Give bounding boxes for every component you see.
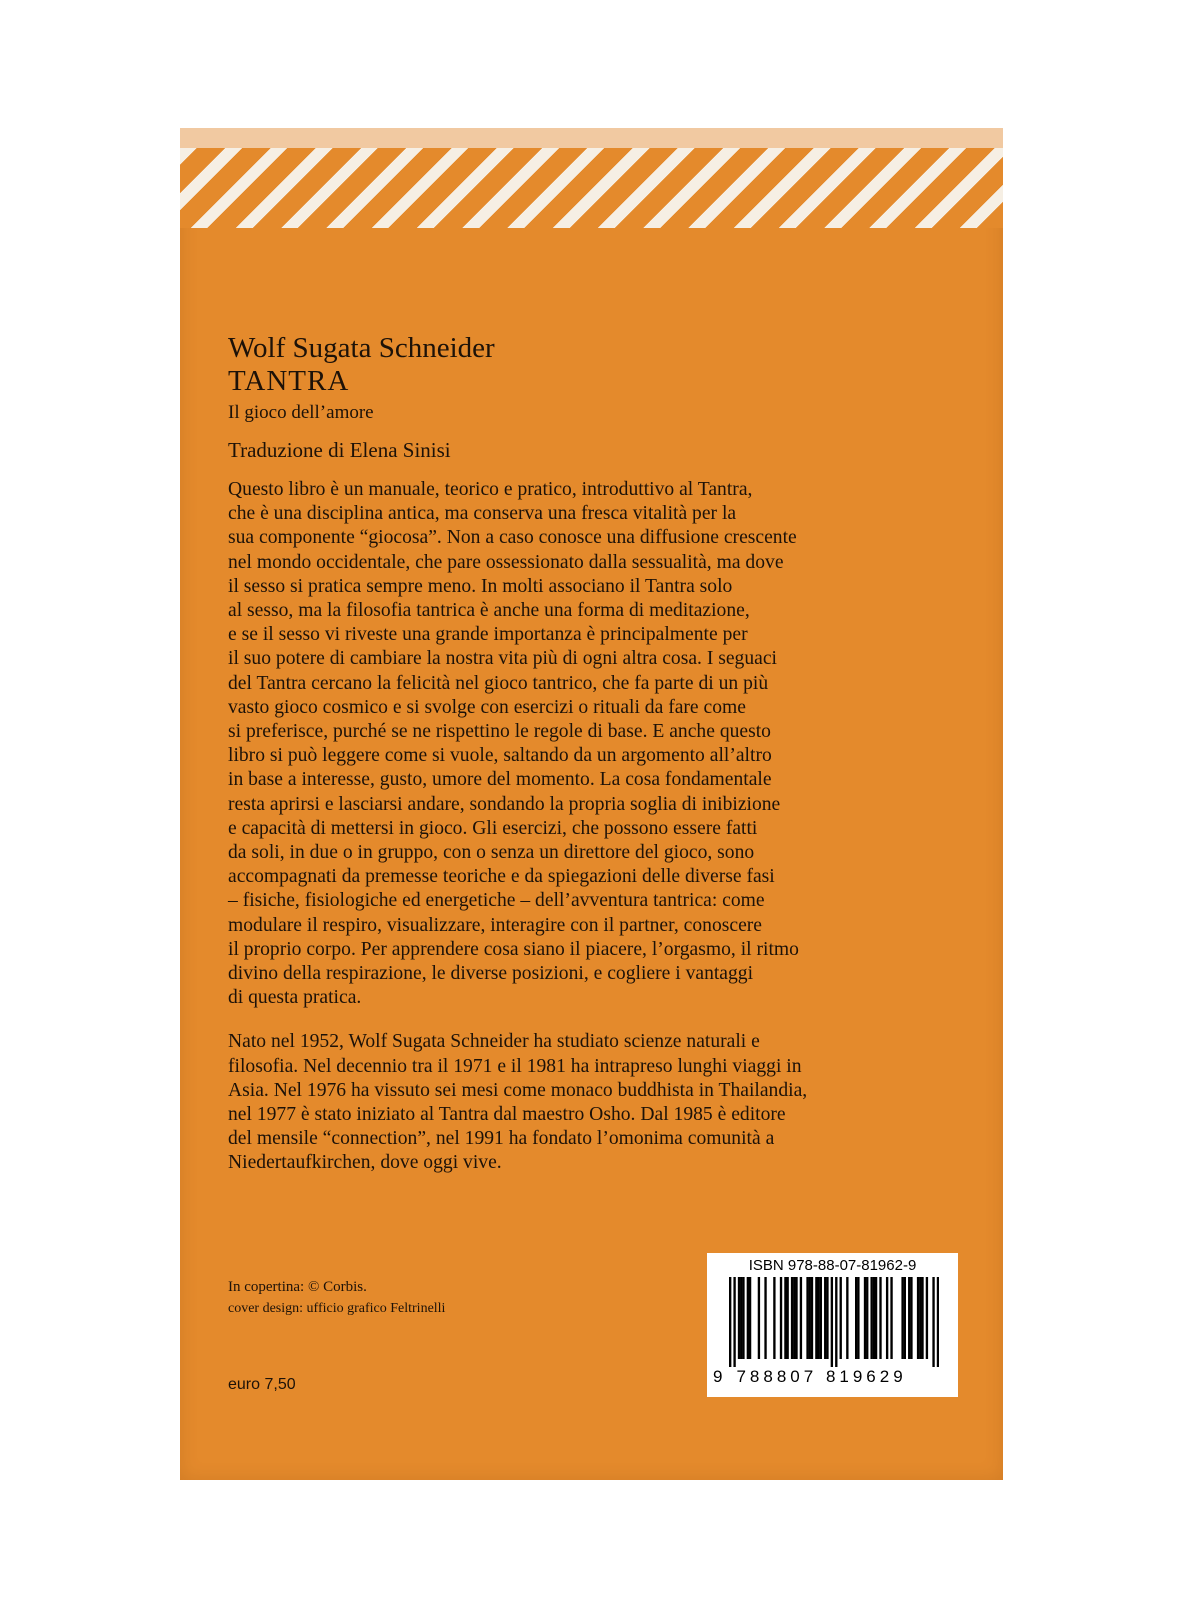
barcode-bar (870, 1277, 872, 1359)
barcode-bar (846, 1277, 848, 1359)
barcode-bar (917, 1277, 919, 1359)
barcode-bar (835, 1277, 837, 1367)
barcode-bar (875, 1277, 877, 1359)
barcode-bar (921, 1277, 923, 1359)
barcode-bar (811, 1277, 813, 1359)
author-bio: Nato nel 1952, Wolf Sugata Schneider ha studiato scienze naturali e filosofia. Nel decennio tra il 1971 e il 1981 ha intrapreso lunghi viaggi in Asia. Nel 1976 ha vissuto sei mesi come monaco buddhista in Thailandia, nel 1977 è stato iniziato al Tantra dal maestro Osho. Dal 1985 è editore del mensile “connection”, nel 1991 ha fondato l’omonima comunità a Niedertaufkirchen, dove oggi vive. (228, 1031, 808, 1174)
barcode-bar (873, 1277, 875, 1359)
barcode-bar (866, 1277, 868, 1359)
cover-text-block (228, 332, 968, 1176)
barcode-bar (795, 1277, 797, 1359)
cover-design-credit: cover design: ufficio grafico Feltrinelli (228, 1301, 446, 1316)
barcode-bar (910, 1277, 912, 1359)
barcode-bar (919, 1277, 921, 1359)
striped-band (180, 148, 1003, 228)
author-name: Wolf Sugata Schneider (228, 332, 495, 364)
book-title: TANTRA (228, 365, 350, 397)
barcode-bar (820, 1277, 822, 1359)
barcode-bar (784, 1277, 786, 1359)
barcode-bar (786, 1277, 788, 1359)
barcode-bar (738, 1277, 740, 1359)
barcode-bar (926, 1277, 928, 1359)
book-subtitle: Il gioco dell’amore (228, 402, 374, 423)
barcode-bar (817, 1277, 819, 1359)
barcode-bar (740, 1277, 742, 1359)
barcode-digits-left: 788807 (736, 1367, 818, 1386)
barcode-bar (908, 1277, 910, 1359)
barcode-bar (901, 1277, 903, 1359)
barcode-digits-right: 819629 (825, 1367, 907, 1386)
barcode-bar (904, 1277, 906, 1359)
barcode-bar (747, 1277, 749, 1359)
barcode-bar (857, 1277, 859, 1359)
cover-top-edge (180, 128, 1003, 148)
barcode-bar (809, 1277, 811, 1359)
barcode-bar (937, 1277, 939, 1367)
price-label: euro 7,50 (228, 1376, 296, 1393)
barcode-digit-first: 9 (713, 1367, 727, 1386)
barcode-bar (890, 1277, 892, 1359)
barcode-bar (840, 1277, 842, 1359)
barcode-bar (826, 1277, 828, 1359)
isbn-barcode (707, 1253, 958, 1397)
barcode-bar (815, 1277, 817, 1359)
barcode-bar (824, 1277, 826, 1359)
barcode-bar (831, 1277, 833, 1367)
barcode-bar (800, 1277, 802, 1359)
barcode-bar (855, 1277, 857, 1359)
book-blurb: Questo libro è un manuale, teorico e pratico, introduttivo al Tantra, che è una disciplina antica, ma conserva una fresca vitalità per la sua componente “giocosa”. Non a caso conosce una diffusione crescente nel mondo occidentale, che pare ossessionato dalla sessualità, ma dove il sesso si pratica sempre meno. In molti associano il Tantra solo al sesso, ma la filosofia tantrica è anche una forma di meditazione, e se il sesso vi riveste una grande importanza è principalmente per il suo potere di cambiare la nostra vita più di ogni altra cosa. I seguaci del Tantra cercano la felicità nel gioco tantrico, che fa parte di un più vasto gioco cosmico e si svolge con esercizi o rituali da fare come si preferisce, purché se ne rispettino le regole di base. E anche questo libro si può leggere come si vuole, saltando da un argomento all’altro in base a interesse, gusto, umore del momento. La cosa fondamentale resta aprirsi e lasciarsi andare, sondando la propria soglia di inibizione e capacità di mettersi in gioco. Gli esercizi, che possono essere fatti da soli, in due o in gruppo, con o senza un direttore del gioco, sono accompagnati da premesse teoriche e da spiegazioni delle diverse fasi – fisiche, fisiologiche ed energetiche – dell’avventura tantrica: come modulare il respiro, visualizzare, interagire con il partner, conoscere il proprio corpo. Per apprendere cosa siano il piacere, l’orgasmo, il ritmo divino della respirazione, le diverse posizioni, e cogliere i vantaggi di questa pratica. (228, 479, 799, 1009)
barcode-bar (773, 1277, 775, 1359)
cover-photo-credit: In copertina: © Corbis. (228, 1279, 367, 1295)
barcode-bar (791, 1277, 793, 1359)
barcode-bar (793, 1277, 795, 1359)
barcode-bar (758, 1277, 760, 1359)
barcode-bar (932, 1277, 934, 1367)
barcode-bar (742, 1277, 744, 1359)
barcode-bar (806, 1277, 808, 1359)
barcode-bar (879, 1277, 881, 1359)
barcode-digits (713, 1367, 953, 1387)
barcode-bar (729, 1277, 731, 1367)
translator-credit: Traduzione di Elena Sinisi (228, 438, 451, 462)
book-back-cover (180, 128, 1003, 1480)
isbn-number: ISBN 978-88-07-81962-9 (748, 1257, 917, 1274)
barcode-bar (886, 1277, 888, 1359)
barcode-bar (864, 1277, 866, 1359)
barcode-bar (764, 1277, 766, 1359)
barcode-bar (733, 1277, 735, 1367)
barcode-bar (749, 1277, 751, 1359)
cover-credits (228, 1276, 445, 1320)
barcode-bar (780, 1277, 782, 1359)
barcode-bars (729, 1277, 939, 1367)
